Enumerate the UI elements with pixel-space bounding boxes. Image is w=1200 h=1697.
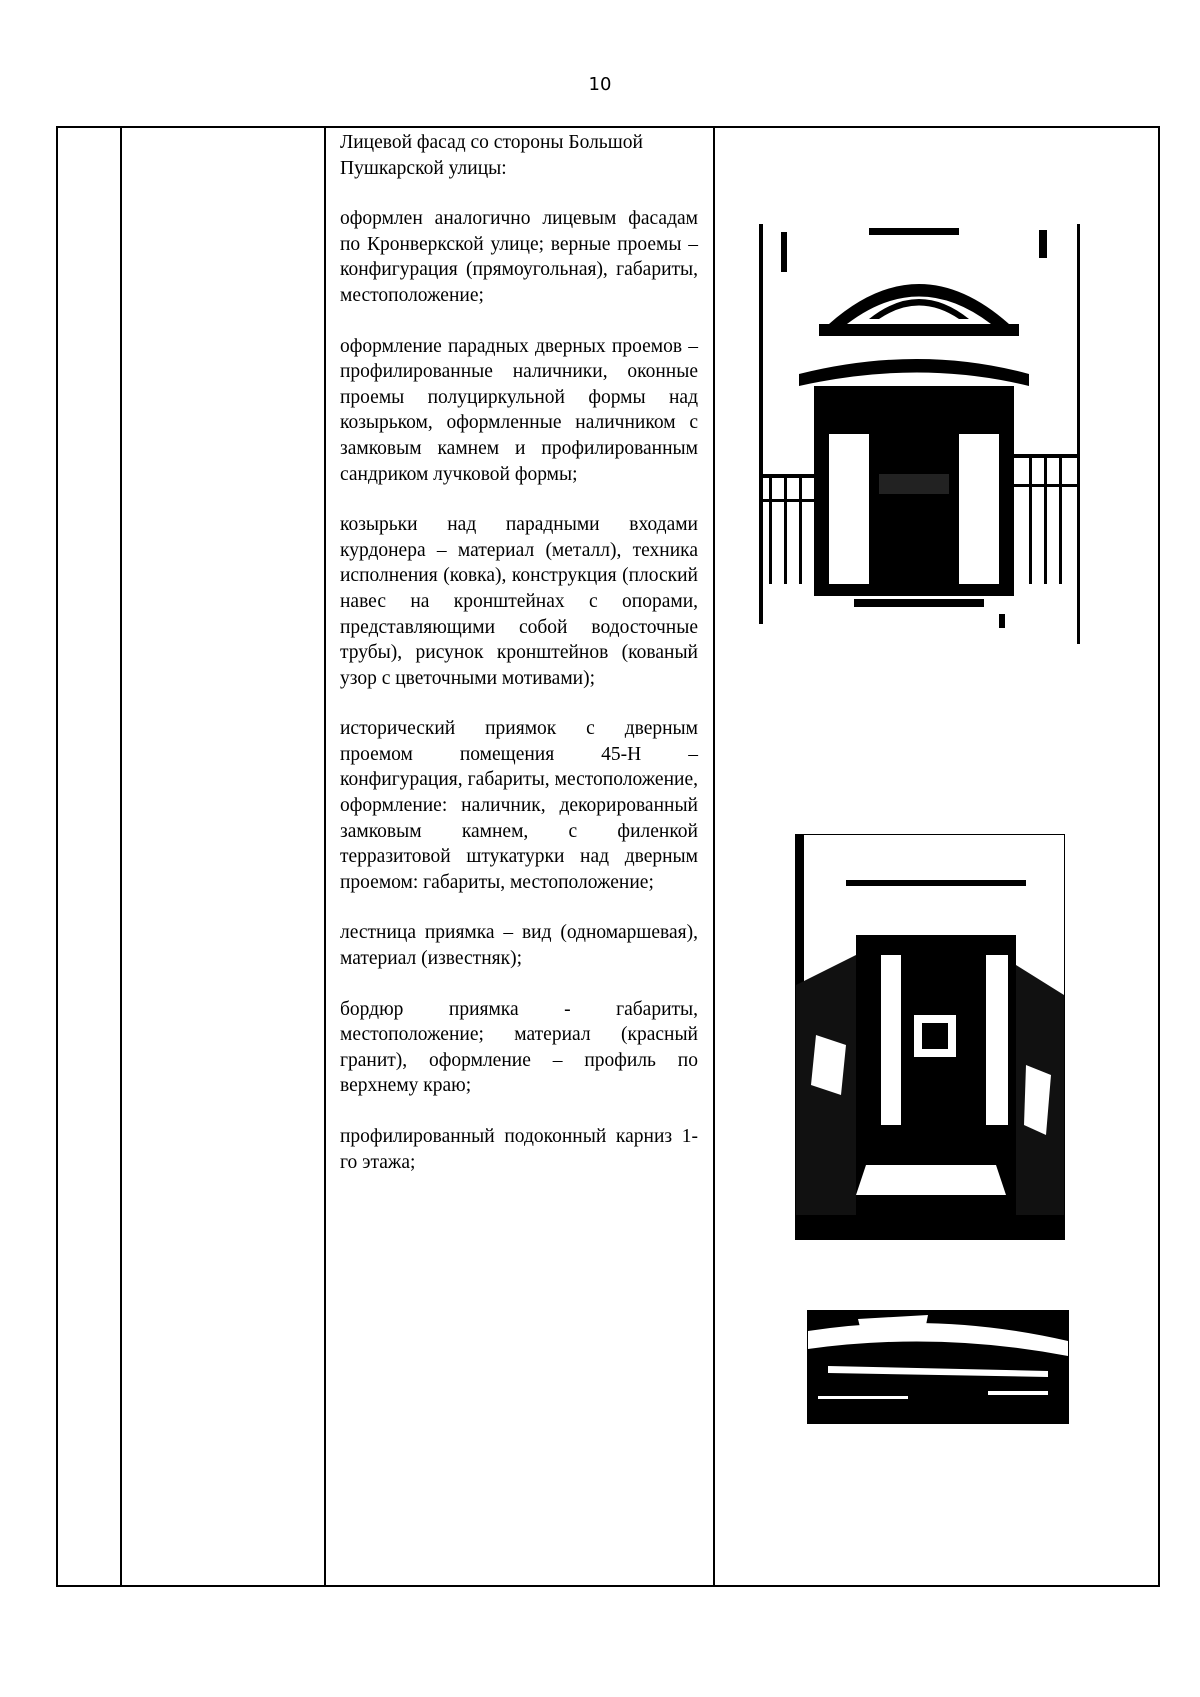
entrance-canopy-photo [759,224,1081,659]
description-paragraph: бордюр приямка - габариты, местоположение; материал (красный гранит), оформление – профиль по верхнему краю; [340,998,698,1097]
page-number: 10 [588,74,612,95]
description-paragraph: оформление парадных дверных проемов – профилированные наличники, оконные проемы полуциркульной формы над козырьком, оформленные наличником с замковым камнем и профилированным сандриком лучковой формы; [340,335,698,485]
window-cornice-photo [807,1310,1069,1424]
column-divider [120,128,122,1585]
description-paragraph: исторический приямок с дверным проемом помещения 45-Н – конфигурация, габариты, местоположение, оформление: наличник, декорированный замковым камнем, с филенкой терразитовой штукатурки над дверным проемом: габариты, местоположение; [340,718,698,893]
facade-heading: Лицевой фасад со стороны Большой Пушкарской улицы: [340,132,643,179]
column-divider [324,128,326,1585]
description-paragraph: лестница приямка – вид (одномаршевая), материал (известняк); [340,922,698,970]
areaway-door-photo [795,834,1065,1240]
description-paragraph: оформлен аналогично лицевым фасадам по Кронверкской улице; верные проемы – конфигурация (прямоугольная), габариты, местоположение; [340,208,698,306]
column-divider [713,128,715,1585]
description-paragraph: профилированный подоконный карниз 1-го этажа; [340,1126,698,1173]
description-cell [340,130,698,1200]
description-paragraph: козырьки над парадными входами курдонера – материал (металл), техника исполнения (ковка), конструкция (плоский навес на кронштейнах с опорами, представляющими собой водосточные трубы), рисунок кронштейнов (кованый узор с цветочными мотивами); [340,514,698,689]
protected-elements-table [56,126,1160,1587]
